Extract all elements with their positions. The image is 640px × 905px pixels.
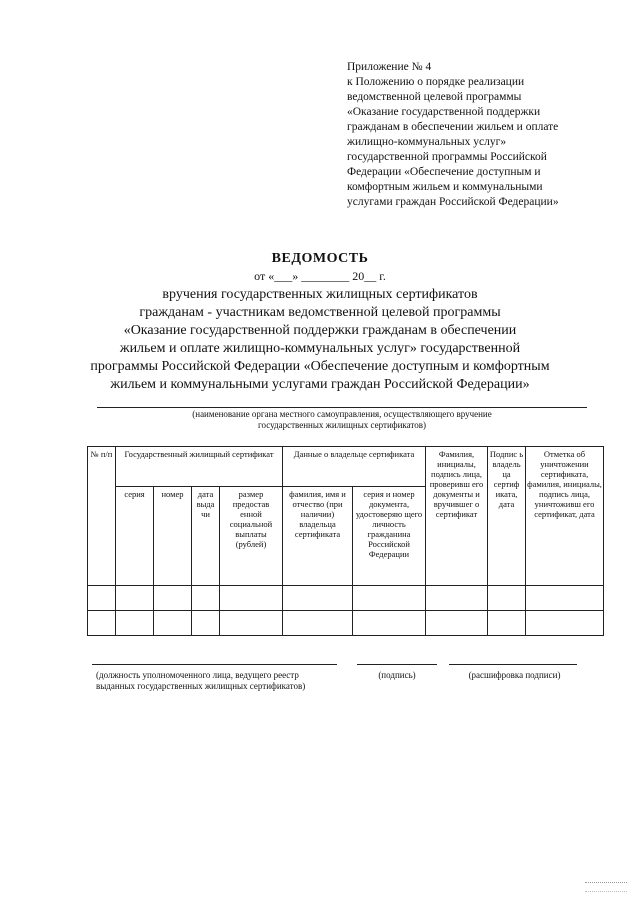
header-num: № п/п — [88, 447, 116, 586]
table-cell — [154, 586, 192, 611]
table-cell — [526, 611, 604, 636]
appendix-line: ведомственной целевой программы — [347, 91, 522, 103]
title-line: гражданам - участникам ведомственной целевой программы — [139, 305, 501, 320]
table-cell — [192, 586, 220, 611]
organ-name-line — [97, 407, 587, 408]
certificates-table — [87, 446, 604, 636]
subheader-payment-amount: размер предостав енной социальной выплаты (рублей) — [220, 487, 283, 586]
page-stamp-mark — [585, 882, 627, 892]
decoding-caption: (расшифровка подписи) — [468, 670, 561, 680]
document-title: ВЕДОМОСТЬ — [271, 251, 369, 266]
position-signature-line — [92, 664, 337, 665]
appendix-line: гражданам в обеспечении жильем и оплате — [347, 121, 559, 133]
document-title-block — [40, 250, 600, 394]
table-cell — [353, 586, 426, 611]
subheader-owner-name: фамилия, имя и отчество (при наличии) владельца сертификата — [283, 487, 353, 586]
signature-caption: (подпись) — [378, 670, 416, 680]
table-cell — [526, 586, 604, 611]
header-destruction-mark: Отметка об уничтожении сертификата, фамилия, инициалы, подпись лица, уничтоживш его сертификат, дата — [526, 447, 604, 586]
table-cell — [426, 611, 488, 636]
table-cell — [426, 586, 488, 611]
table-cell — [488, 586, 526, 611]
table-cell — [353, 611, 426, 636]
table-cell — [283, 586, 353, 611]
table-row — [88, 611, 604, 636]
appendix-block — [347, 60, 617, 210]
table-cell — [488, 611, 526, 636]
table-cell — [220, 586, 283, 611]
subheader-series: серия — [116, 487, 154, 586]
organ-caption-line: государственных жилищных сертификатов) — [258, 420, 426, 430]
appendix-line: Федерации «Обеспечение доступным и — [347, 166, 541, 178]
table-cell — [283, 611, 353, 636]
subheader-identity-document: серия и номер документа, удостоверяю щего личность гражданина Российской Федерации — [353, 487, 426, 586]
title-line: вручения государственных жилищных сертификатов — [162, 287, 478, 302]
subheader-issue-date: дата выда чи — [192, 487, 220, 586]
organ-caption — [97, 409, 587, 431]
appendix-line: комфортным жильем и коммунальными — [347, 181, 543, 193]
table-cell — [154, 611, 192, 636]
appendix-line: жилищно-коммунальных услуг» — [347, 136, 507, 148]
organ-caption-line: (наименование органа местного самоуправления, осуществляющего вручение — [192, 409, 492, 419]
appendix-line: «Оказание государственной поддержки — [347, 106, 541, 118]
header-issuer: Фамилия, инициалы, подпись лица, проверивш его документы и вручившег о сертификат — [426, 447, 488, 586]
table-row — [88, 586, 604, 611]
header-certificate: Государственный жилищный сертификат — [116, 447, 283, 487]
document-date-line: от «___» ________ 20__ г. — [254, 269, 386, 283]
table-header-row — [88, 447, 604, 487]
header-owner: Данные о владельце сертификата — [283, 447, 426, 487]
table-cell — [220, 611, 283, 636]
decoding-signature-line — [449, 664, 577, 665]
appendix-line: государственной программы Российской — [347, 151, 547, 163]
header-owner-signature: Подпис ь владель ца сертиф иката, дата — [488, 447, 526, 586]
signature-line — [357, 664, 437, 665]
title-line: «Оказание государственной поддержки гражданам в обеспечении — [123, 323, 517, 338]
appendix-line: услугами граждан Российской Федерации» — [347, 196, 559, 208]
appendix-line: к Положению о порядке реализации — [347, 76, 525, 88]
title-line: жильем и оплате жилищно-коммунальных услуг» государственной — [119, 341, 521, 356]
position-caption: (должность уполномоченного лица, ведущего реестр выданных государственных жилищных сертификатов) — [96, 670, 306, 691]
title-line: программы Российской Федерации «Обеспечение доступным и комфортным — [90, 359, 550, 374]
table-cell — [88, 586, 116, 611]
subheader-number: номер — [154, 487, 192, 586]
table-cell — [116, 586, 154, 611]
table-cell — [116, 611, 154, 636]
table-cell — [88, 611, 116, 636]
title-line: жильем и коммунальными услугами граждан Российской Федерации» — [110, 377, 530, 392]
appendix-line: Приложение № 4 — [347, 61, 432, 73]
table-cell — [192, 611, 220, 636]
